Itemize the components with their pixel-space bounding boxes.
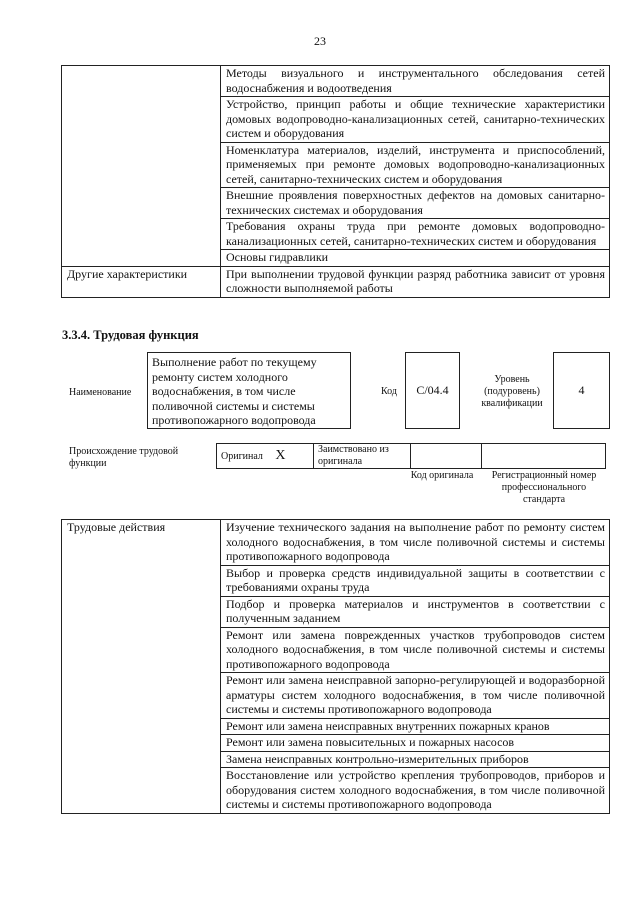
labor-action-row: Ремонт или замена повысительных и пожарных насосов <box>221 735 610 752</box>
level-value-box: 4 <box>553 352 610 429</box>
original-cell <box>217 444 314 469</box>
section-title: 3.3.4. Трудовая функция <box>62 328 199 342</box>
original-mark: X <box>275 447 286 463</box>
origin-table <box>216 443 606 469</box>
knowledge-table <box>61 65 610 298</box>
other-characteristics-label: Другие характеристики <box>62 266 221 297</box>
original-label: Оригинал <box>221 450 263 462</box>
labor-action-row: Ремонт или замена поврежденных участков трубопроводов систем холодного водоснабжения, в том числе поливочной системы и системы противопожарного водопровода <box>221 627 610 673</box>
reg-number-cell <box>482 444 606 469</box>
level-label: Уровень (подуровень) квалификации <box>481 374 543 409</box>
labor-action-row: Ремонт или замена неисправной запорно-регулирующей и водоразборной арматуры систем холодного водоснабжения, в том числе поливочной системы и системы противопожарного водопровода <box>221 673 610 719</box>
knowledge-label-cell <box>62 66 221 267</box>
code-original-caption: Код оригинала <box>410 470 474 481</box>
labor-action-row: Восстановление или устройство крепления трубопроводов, приборов и оборудования систем холодного водоснабжения, в том числе поливочной системы и системы противопожарного водопровода <box>221 768 610 814</box>
origin-label: Происхождение трудовой функции <box>69 446 179 469</box>
labor-actions-label: Трудовые действия <box>62 520 221 814</box>
labor-action-row: Ремонт или замена неисправных внутренних пожарных кранов <box>221 718 610 735</box>
labor-action-row: Изучение технического задания на выполнение работ по ремонту систем холодного водоснабжения, в том числе поливочной системы и системы противопожарного водопровода <box>221 520 610 566</box>
name-label: Наименование <box>69 387 132 398</box>
labor-action-row: Подбор и проверка материалов и инструментов в соответствии с полученным заданием <box>221 596 610 627</box>
code-original-cell <box>411 444 482 469</box>
borrowed-cell: Заимствовано из оригинала <box>314 444 411 469</box>
labor-action-row: Замена неисправных контрольно-измерительных приборов <box>221 751 610 768</box>
knowledge-row: Номенклатура материалов, изделий, инструмента и приспособлений, применяемых при ремонте домовых водопроводно-канализационных сетей, санитарно-технических систем и оборудования <box>221 142 610 188</box>
knowledge-row: Методы визуального и инструментального обследования сетей водоснабжения и водоотведения <box>221 66 610 97</box>
other-characteristics-text: При выполнении трудовой функции разряд работника зависит от уровня сложности выполняемой работы <box>221 266 610 297</box>
knowledge-row: Устройство, принцип работы и общие технические характеристики домовых водопроводно-канализационных сетей, санитарно-технических систем и оборудования <box>221 97 610 143</box>
knowledge-row: Внешние проявления поверхностных дефектов на домовых санитарно-технических системах и оборудования <box>221 188 610 219</box>
function-name-box: Выполнение работ по текущему ремонту систем холодного водоснабжения, в том числе поливочной системы и системы противопожарного водопровода <box>147 352 351 429</box>
page-number: 23 <box>314 34 326 48</box>
knowledge-row: Требования охраны труда при ремонте домовых водопроводно-канализационных сетей, санитарно-технических систем и оборудования <box>221 219 610 250</box>
code-label: Код <box>381 386 397 397</box>
labor-action-row: Выбор и проверка средств индивидуальной защиты в соответствии с требованиями охраны труда <box>221 565 610 596</box>
reg-number-caption: Регистрационный номер профессионального стандарта <box>491 470 597 505</box>
function-code-box: C/04.4 <box>405 352 460 429</box>
knowledge-row: Основы гидравлики <box>221 250 610 267</box>
labor-actions-table <box>61 519 610 814</box>
